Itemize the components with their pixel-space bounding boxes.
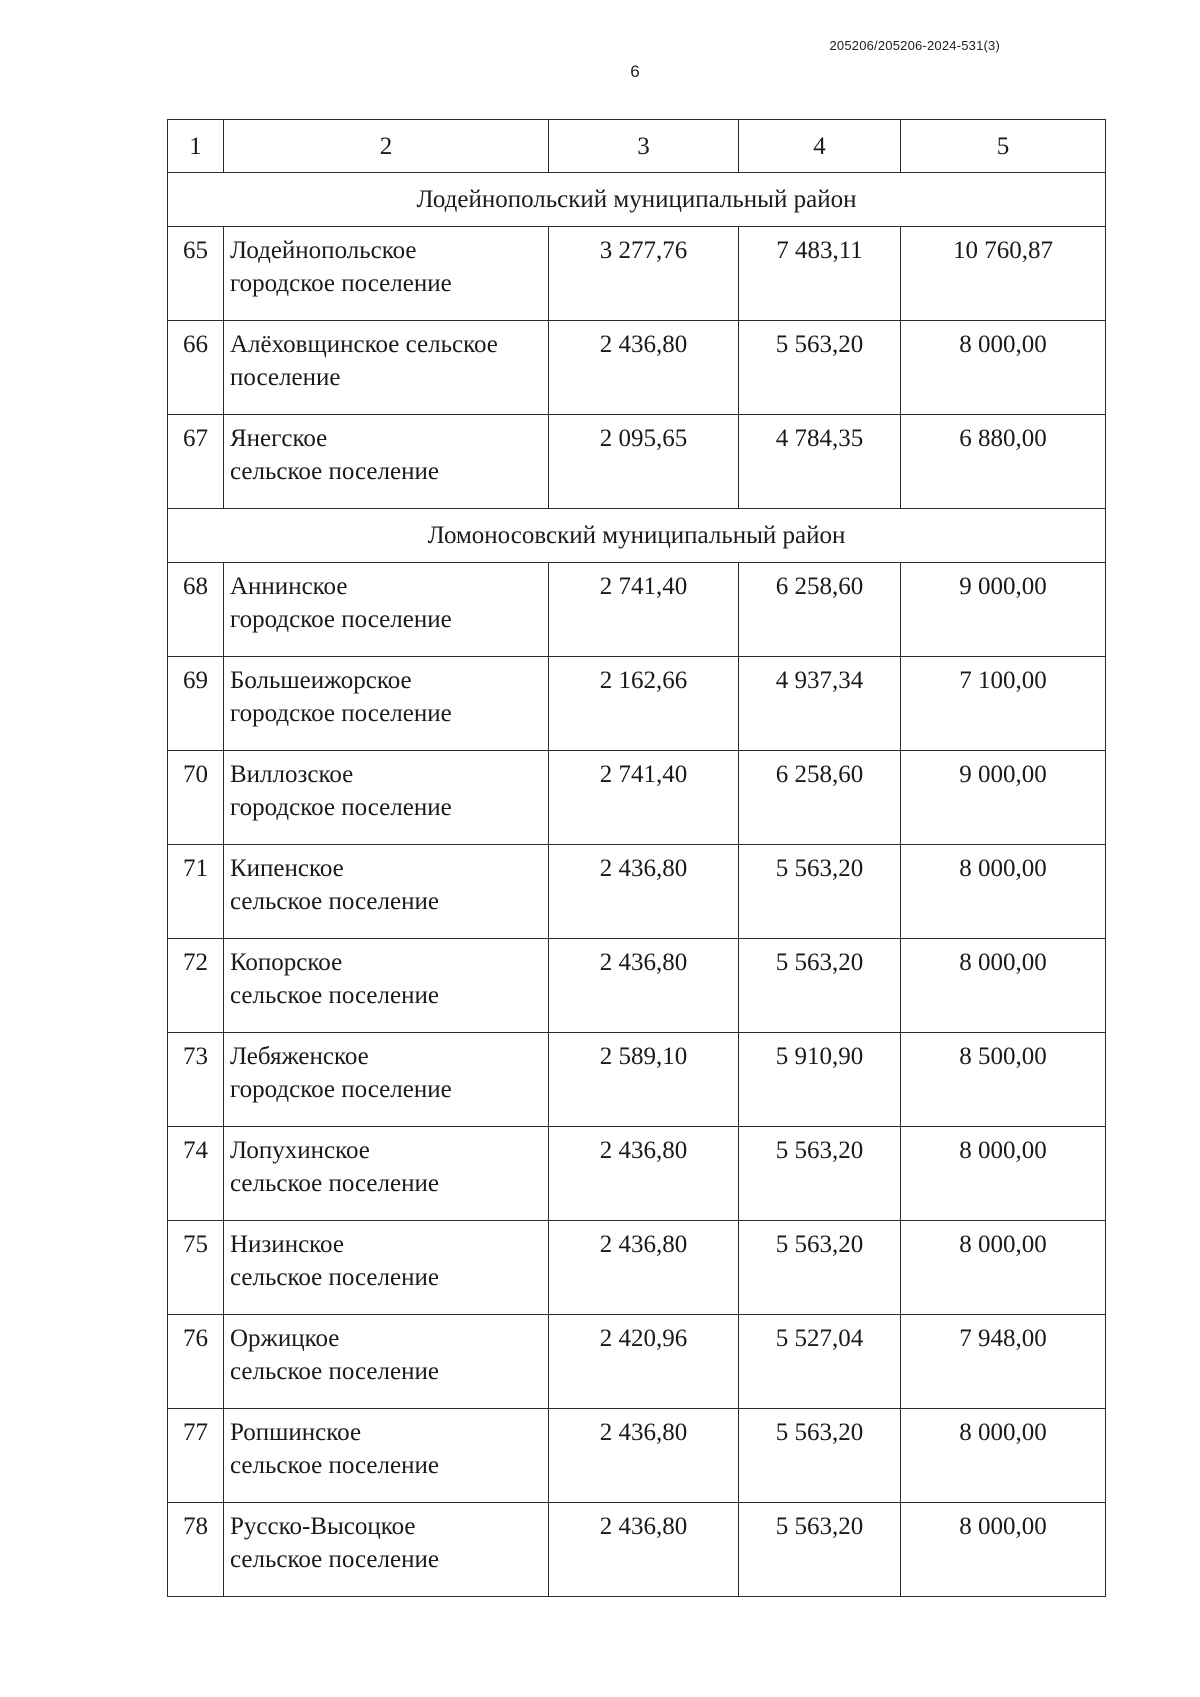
value-column-3: 2 095,65 (549, 415, 739, 509)
row-number: 67 (168, 415, 224, 509)
table-row (168, 1503, 1106, 1597)
value-column-3: 2 436,80 (549, 1127, 739, 1221)
value-column-3: 2 741,40 (549, 563, 739, 657)
row-number: 68 (168, 563, 224, 657)
settlement-name-line-1: Янегское (230, 425, 328, 452)
row-number: 75 (168, 1221, 224, 1315)
settlement-name-line-2: городское поселение (230, 270, 452, 297)
table-header-row (168, 120, 1106, 173)
section-title: Ломоносовский муниципальный район (168, 509, 1106, 563)
settlement-name (224, 227, 549, 321)
value-column-5: 10 760,87 (901, 227, 1106, 321)
row-number: 78 (168, 1503, 224, 1597)
column-header-2: 2 (224, 120, 549, 173)
settlement-name-line-2: сельское поселение (230, 1264, 439, 1291)
value-column-4: 5 563,20 (739, 321, 901, 415)
value-column-3: 2 162,66 (549, 657, 739, 751)
table-row (168, 1409, 1106, 1503)
settlement-name-line-2: сельское поселение (230, 1358, 439, 1385)
value-column-3: 2 436,80 (549, 845, 739, 939)
settlement-name-line-1: Большеижорское (230, 667, 412, 694)
value-column-5: 7 100,00 (901, 657, 1106, 751)
value-column-5: 8 000,00 (901, 1127, 1106, 1221)
row-number: 71 (168, 845, 224, 939)
value-column-5: 8 000,00 (901, 939, 1106, 1033)
value-column-3: 2 436,80 (549, 1221, 739, 1315)
settlement-name (224, 1221, 549, 1315)
settlement-name-line-2: сельское поселение (230, 1546, 439, 1573)
value-column-4: 6 258,60 (739, 751, 901, 845)
value-column-5: 8 000,00 (901, 1221, 1106, 1315)
settlement-name (224, 1315, 549, 1409)
row-number: 66 (168, 321, 224, 415)
column-header-5: 5 (901, 120, 1106, 173)
value-column-4: 7 483,11 (739, 227, 901, 321)
table-row (168, 1127, 1106, 1221)
column-header-3: 3 (549, 120, 739, 173)
value-column-4: 6 258,60 (739, 563, 901, 657)
settlement-name-line-2: сельское поселение (230, 458, 439, 485)
table-row (168, 563, 1106, 657)
settlement-name (224, 415, 549, 509)
value-column-5: 8 000,00 (901, 321, 1106, 415)
value-column-4: 5 527,04 (739, 1315, 901, 1409)
settlement-name-line-1: Ропшинское (230, 1419, 362, 1446)
value-column-4: 5 910,90 (739, 1033, 901, 1127)
settlement-name-line-1: Аннинское (230, 573, 348, 600)
settlement-name-line-1: Лодейнопольское (230, 237, 417, 264)
page-number: 6 (630, 62, 640, 81)
settlement-name (224, 321, 549, 415)
table-row (168, 227, 1106, 321)
table-row (168, 1221, 1106, 1315)
row-number: 77 (168, 1409, 224, 1503)
row-number: 73 (168, 1033, 224, 1127)
value-column-5: 9 000,00 (901, 751, 1106, 845)
table-row (168, 657, 1106, 751)
value-column-5: 6 880,00 (901, 415, 1106, 509)
value-column-3: 3 277,76 (549, 227, 739, 321)
settlement-name (224, 563, 549, 657)
value-column-5: 8 500,00 (901, 1033, 1106, 1127)
settlement-name-line-2: поселение (230, 364, 341, 391)
allocation-table (167, 119, 1106, 1597)
settlement-name (224, 939, 549, 1033)
column-header-4: 4 (739, 120, 901, 173)
value-column-4: 4 784,35 (739, 415, 901, 509)
table-row (168, 1315, 1106, 1409)
value-column-3: 2 436,80 (549, 1503, 739, 1597)
table-row (168, 321, 1106, 415)
settlement-name-line-1: Алёховщинское сельское (230, 331, 498, 358)
section-row (168, 173, 1106, 227)
value-column-5: 9 000,00 (901, 563, 1106, 657)
row-number: 70 (168, 751, 224, 845)
value-column-4: 4 937,34 (739, 657, 901, 751)
value-column-4: 5 563,20 (739, 1127, 901, 1221)
document-id: 205206/205206-2024-531(3) (829, 38, 1000, 53)
settlement-name-line-2: городское поселение (230, 606, 452, 633)
table-row (168, 415, 1106, 509)
settlement-name-line-1: Лопухинское (230, 1137, 370, 1164)
settlement-name-line-1: Лебяженское (230, 1043, 369, 1070)
settlement-name-line-2: сельское поселение (230, 888, 439, 915)
row-number: 65 (168, 227, 224, 321)
value-column-4: 5 563,20 (739, 845, 901, 939)
table-row (168, 939, 1106, 1033)
value-column-4: 5 563,20 (739, 1503, 901, 1597)
row-number: 76 (168, 1315, 224, 1409)
table-row (168, 751, 1106, 845)
value-column-4: 5 563,20 (739, 1409, 901, 1503)
value-column-3: 2 420,96 (549, 1315, 739, 1409)
value-column-5: 8 000,00 (901, 1503, 1106, 1597)
value-column-3: 2 436,80 (549, 1409, 739, 1503)
row-number: 74 (168, 1127, 224, 1221)
table-row (168, 1033, 1106, 1127)
settlement-name-line-2: сельское поселение (230, 1170, 439, 1197)
value-column-3: 2 589,10 (549, 1033, 739, 1127)
settlement-name-line-2: городское поселение (230, 794, 452, 821)
value-column-4: 5 563,20 (739, 939, 901, 1033)
value-column-3: 2 436,80 (549, 321, 739, 415)
row-number: 69 (168, 657, 224, 751)
settlement-name (224, 1503, 549, 1597)
value-column-3: 2 436,80 (549, 939, 739, 1033)
settlement-name (224, 657, 549, 751)
settlement-name-line-2: городское поселение (230, 700, 452, 727)
settlement-name-line-1: Оржицкое (230, 1325, 340, 1352)
table-row (168, 845, 1106, 939)
settlement-name (224, 845, 549, 939)
settlement-name (224, 1409, 549, 1503)
column-header-1: 1 (168, 120, 224, 173)
value-column-4: 5 563,20 (739, 1221, 901, 1315)
settlement-name-line-2: сельское поселение (230, 982, 439, 1009)
settlement-name-line-1: Русско-Высоцкое (230, 1513, 416, 1540)
value-column-5: 7 948,00 (901, 1315, 1106, 1409)
section-title: Лодейнопольский муниципальный район (168, 173, 1106, 227)
settlement-name (224, 1033, 549, 1127)
value-column-5: 8 000,00 (901, 845, 1106, 939)
settlement-name-line-1: Копорское (230, 949, 343, 976)
row-number: 72 (168, 939, 224, 1033)
settlement-name-line-1: Кипенское (230, 855, 344, 882)
section-row (168, 509, 1106, 563)
table-body (168, 120, 1106, 1597)
settlement-name-line-1: Виллозское (230, 761, 354, 788)
settlement-name-line-1: Низинское (230, 1231, 344, 1258)
value-column-5: 8 000,00 (901, 1409, 1106, 1503)
settlement-name-line-2: городское поселение (230, 1076, 452, 1103)
settlement-name (224, 751, 549, 845)
value-column-3: 2 741,40 (549, 751, 739, 845)
settlement-name-line-2: сельское поселение (230, 1452, 439, 1479)
settlement-name (224, 1127, 549, 1221)
